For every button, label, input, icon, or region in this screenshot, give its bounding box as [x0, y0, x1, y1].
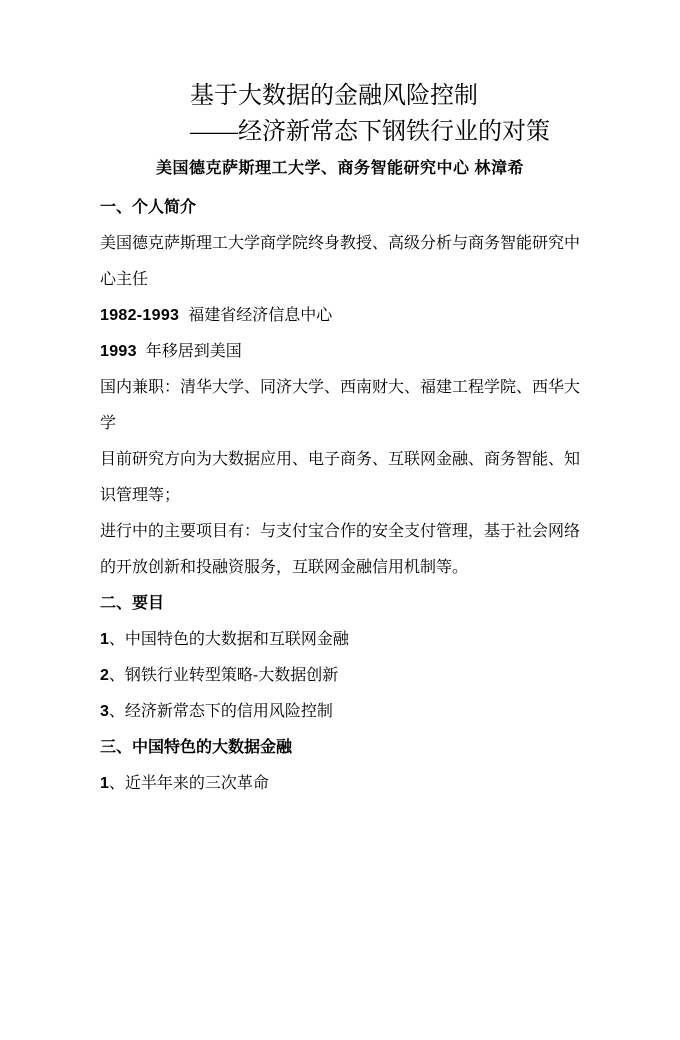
- list-number: 2: [100, 667, 109, 684]
- document-body: [100, 190, 584, 802]
- byline: 美国德克萨斯理工大学、商务智能研究中心 林漳希: [156, 160, 524, 177]
- heading-personal-profile: 一、个人简介: [100, 199, 197, 216]
- list-item-1: [100, 622, 584, 658]
- paragraph-text: 年移居到美国: [145, 343, 242, 360]
- list-item-text: 、钢铁行业转型策略-大数据创新: [108, 667, 339, 684]
- title-line-1: 基于大数据的金融风险控制: [190, 83, 478, 109]
- list-item-revolutions: [100, 766, 584, 802]
- list-item-3: [100, 694, 584, 730]
- list-item-text: 、近半年来的三次革命: [108, 775, 269, 792]
- year-range: 1982-1993: [100, 307, 180, 324]
- paragraph-research-directions: 目前研究方向为大数据应用、电子商务、互联网金融、商务智能、知识管理等；: [100, 451, 581, 504]
- list-item-text: 、中国特色的大数据和互联网金融: [108, 631, 349, 648]
- list-item-2: [100, 658, 584, 694]
- list-number: 1: [100, 775, 109, 792]
- paragraph-professor-bio: 美国德克萨斯理工大学商学院终身教授、高级分析与商务智能研究中心主任: [100, 235, 581, 288]
- paragraph-career-1993: [100, 334, 584, 370]
- paragraph-career-1982: [100, 298, 584, 334]
- title-line-2: ——经济新常态下钢铁行业的对策: [190, 119, 550, 145]
- heading-outline: 二、要目: [100, 595, 165, 612]
- list-item-text: 、经济新常态下的信用风险控制: [108, 703, 333, 720]
- document-title: [190, 78, 680, 150]
- list-number: 1: [100, 631, 109, 648]
- document-page: [0, 78, 680, 1040]
- list-number: 3: [100, 703, 109, 720]
- year: 1993: [100, 343, 137, 360]
- paragraph-current-projects: 进行中的主要项目有：与支付宝合作的安全支付管理，基于社会网络的开放创新和投融资服务，互联网金融信用机制等。: [100, 523, 581, 576]
- heading-big-data-finance: 三、中国特色的大数据金融: [100, 739, 293, 756]
- paragraph-domestic-positions: 国内兼职：清华大学、同济大学、西南财大、福建工程学院、西华大学: [100, 379, 581, 432]
- paragraph-text: 福建省经济信息中心: [188, 307, 333, 324]
